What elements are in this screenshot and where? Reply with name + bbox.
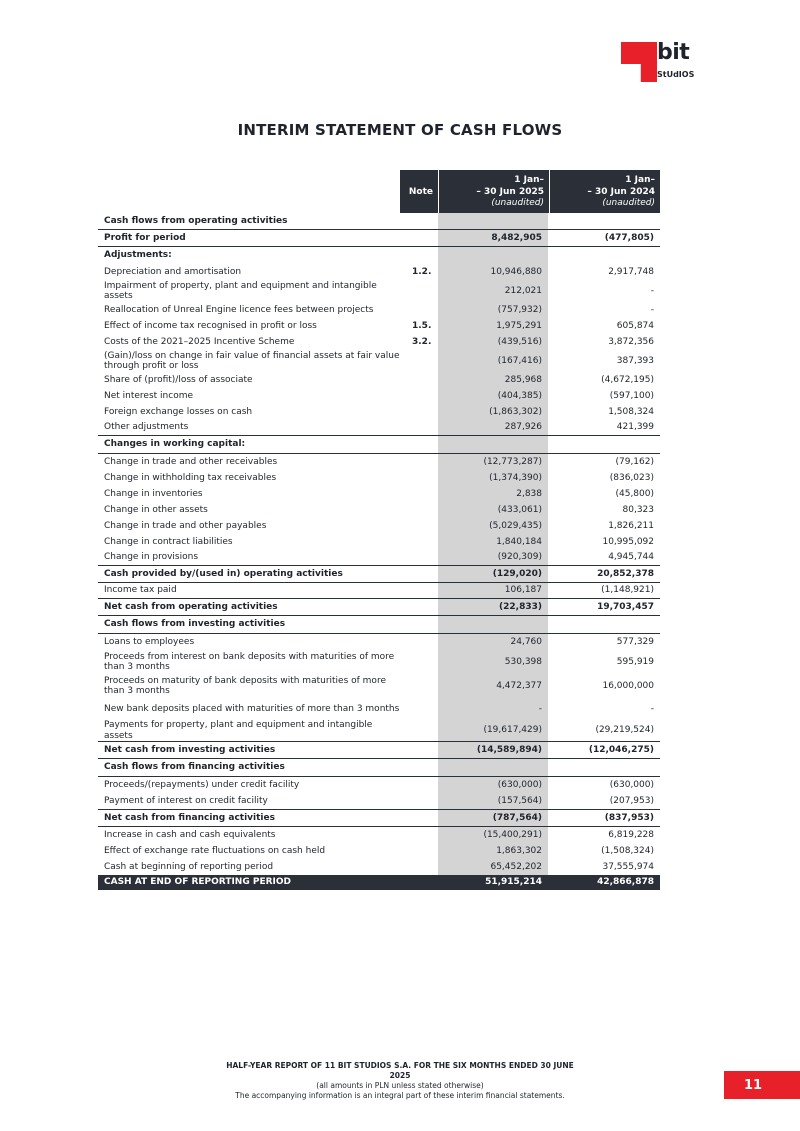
table-row [98, 599, 660, 616]
row-value-2024: 4,945,744 [608, 552, 654, 563]
row-label: Net cash from financing activities [104, 812, 275, 823]
row-value-2025: 2,838 [516, 488, 542, 499]
row-value-2025: (22,833) [499, 601, 542, 612]
row-value-2024: 605,874 [616, 320, 654, 331]
row-value-2025: 1,840,184 [496, 536, 542, 547]
row-value-2024: (207,953) [609, 796, 654, 807]
row-value-2024: (4,672,195) [601, 374, 654, 385]
period-2025-header [438, 170, 549, 213]
table-row [98, 247, 660, 264]
row-value-2025: 1,863,302 [496, 845, 542, 856]
row-value-2025: (757,932) [497, 304, 542, 315]
table-row [98, 742, 660, 759]
row-value-2024: (1,508,324) [601, 845, 654, 856]
row-label: Impairment of property, plant and equipment and intangible assets [104, 280, 377, 301]
cash-flow-table [98, 170, 660, 890]
row-note: 1.2. [412, 266, 432, 277]
row-value-2024: 16,000,000 [602, 680, 654, 691]
note-column-header: Note [400, 170, 438, 213]
row-label: Payments for property, plant and equipment and intangible assets [104, 720, 373, 741]
row-value-2025: 65,452,202 [490, 861, 542, 872]
row-label: Net interest income [104, 390, 194, 401]
table-row [98, 698, 660, 720]
row-value-2025: 212,021 [504, 285, 542, 296]
row-label: CASH AT END OF REPORTING PERIOD [104, 877, 292, 888]
page-title: INTERIM STATEMENT OF CASH FLOWS [237, 121, 563, 139]
row-value-2024: 2,917,748 [608, 266, 654, 277]
table-header [98, 170, 660, 213]
row-value-2024: (477,805) [604, 232, 654, 243]
table-row [98, 777, 660, 794]
row-value-2025: (404,385) [497, 390, 542, 401]
row-label: Share of (profit)/loss of associate [104, 374, 253, 385]
period-2024-audit: (unaudited) [602, 198, 655, 208]
row-value-2024: - [650, 304, 654, 315]
row-value-2025: (630,000) [497, 780, 542, 791]
row-value-2024: 1,508,324 [608, 406, 654, 417]
row-value-2024: 19,703,457 [597, 601, 654, 612]
row-value-2025: (14,589,894) [476, 744, 542, 755]
table-row [98, 720, 660, 742]
row-note: 1.5. [412, 320, 432, 331]
table-row [98, 404, 660, 420]
row-label: Cash flows from investing activities [104, 619, 286, 630]
row-value-2025: (787,564) [492, 812, 542, 823]
row-value-2025: (1,374,390) [489, 472, 542, 483]
row-label: Proceeds on maturity of bank deposits with maturities of more than 3 months [104, 675, 386, 696]
table-row [98, 280, 660, 302]
row-label: Net cash from operating activities [104, 601, 278, 612]
row-value-2025: 10,946,880 [490, 266, 542, 277]
row-value-2024: (630,000) [609, 780, 654, 791]
row-value-2024: 10,995,092 [602, 536, 654, 547]
row-value-2025: - [538, 703, 542, 714]
row-value-2024: 387,393 [616, 355, 654, 366]
row-label: Cash flows from operating activities [104, 215, 288, 226]
row-label: Payment of interest on credit facility [104, 796, 268, 807]
table-row [98, 502, 660, 518]
table-row [98, 518, 660, 534]
row-value-2025: 51,915,214 [485, 877, 542, 888]
table-row [98, 794, 660, 810]
row-label: New bank deposits placed with maturities of more than 3 months [104, 703, 400, 714]
row-label: Change in trade and other payables [104, 520, 267, 531]
table-row [98, 810, 660, 827]
row-value-2025: 1,975,291 [496, 320, 542, 331]
row-value-2024: (79,162) [615, 456, 654, 467]
row-label: Profit for period [104, 232, 186, 243]
row-label: Adjustments: [104, 250, 172, 261]
row-value-2025: (19,617,429) [483, 725, 542, 736]
row-value-2024: (45,800) [615, 488, 654, 499]
row-value-2024: 20,852,378 [597, 568, 654, 579]
row-value-2024: 1,826,211 [608, 520, 654, 531]
footer-report-title: HALF-YEAR REPORT OF 11 BIT STUDIOS S.A. FOR THE SIX MONTHS ENDED 30 JUNE [226, 1061, 574, 1070]
row-value-2025: (129,020) [492, 568, 542, 579]
row-label: Change in trade and other receivables [104, 456, 278, 467]
row-value-2025: (1,863,302) [489, 406, 542, 417]
table-row [98, 534, 660, 550]
row-label: Proceeds/(repayments) under credit facility [104, 780, 300, 791]
table-row [98, 372, 660, 388]
table-row [98, 436, 660, 454]
table-row [98, 230, 660, 247]
table-row [98, 759, 660, 777]
row-value-2024: - [650, 285, 654, 296]
company-logo [621, 42, 695, 86]
table-body [98, 213, 660, 890]
row-label: Effect of income tax recognised in profit or loss [104, 320, 317, 331]
row-label: Income tax paid [104, 585, 177, 596]
table-row [98, 566, 660, 583]
row-label: Other adjustments [104, 422, 189, 433]
row-value-2025: (433,061) [497, 504, 542, 515]
row-label: Reallocation of Unreal Engine licence fees between projects [104, 304, 374, 315]
footer-disclaimer: The accompanying information is an integral part of these interim financial statements. [235, 1091, 565, 1100]
row-note: 3.2. [412, 336, 432, 347]
table-row [98, 302, 660, 318]
period-2024-header [549, 170, 660, 213]
row-label: Cash provided by/(used in) operating activities [104, 568, 343, 579]
row-label: Cash flows from financing activities [104, 762, 285, 773]
period-2025-line1: 1 Jan– [514, 175, 544, 185]
row-value-2025: (157,564) [497, 796, 542, 807]
row-value-2024: (12,046,275) [588, 744, 654, 755]
period-2024-line2: – 30 Jun 2024 [587, 186, 655, 197]
row-value-2025: (5,029,435) [489, 520, 542, 531]
row-value-2024: (597,100) [609, 390, 654, 401]
row-label: Proceeds from interest on bank deposits with maturities of more than 3 months [104, 651, 395, 672]
row-label: Cash at beginning of reporting period [104, 861, 274, 872]
row-value-2025: (15,400,291) [483, 829, 542, 840]
row-value-2024: 80,323 [622, 504, 654, 515]
row-value-2025: 4,472,377 [496, 680, 542, 691]
row-value-2025: 8,482,905 [491, 232, 542, 243]
row-label: Change in contract liabilities [104, 536, 233, 547]
table-row [98, 616, 660, 634]
row-label: Costs of the 2021–2025 Incentive Scheme [104, 336, 295, 347]
table-row [98, 454, 660, 470]
logo-word: bit [657, 40, 690, 65]
table-row [98, 650, 660, 674]
row-value-2025: (439,516) [497, 336, 542, 347]
report-footer [0, 1061, 800, 1101]
table-row [98, 875, 660, 890]
row-value-2024: 6,819,228 [608, 829, 654, 840]
table-row [98, 420, 660, 436]
table-row [98, 550, 660, 566]
table-row [98, 674, 660, 698]
row-value-2024: (29,219,524) [595, 725, 654, 736]
row-value-2024: 577,329 [616, 636, 654, 647]
footer-currency-note: (all amounts in PLN unless stated otherwise) [316, 1081, 484, 1090]
row-value-2024: 37,555,974 [602, 861, 654, 872]
table-row [98, 827, 660, 843]
period-2025-audit: (unaudited) [491, 198, 544, 208]
table-row [98, 318, 660, 334]
logo-mark [621, 42, 657, 82]
table-row [98, 388, 660, 404]
table-row [98, 334, 660, 350]
table-row [98, 583, 660, 599]
row-label: Effect of exchange rate fluctuations on cash held [104, 845, 326, 856]
period-2024-line1: 1 Jan– [625, 175, 655, 185]
row-value-2025: 285,968 [504, 374, 542, 385]
table-row [98, 859, 660, 875]
row-label: Increase in cash and cash equivalents [104, 829, 276, 840]
row-value-2024: (1,148,921) [601, 585, 654, 596]
row-label: (Gain)/loss on change in fair value of financial assets at fair value through profit or loss [104, 350, 400, 371]
row-value-2025: (12,773,287) [483, 456, 542, 467]
row-label: Net cash from investing activities [104, 744, 276, 755]
table-row [98, 213, 660, 230]
row-value-2024: 3,872,356 [608, 336, 654, 347]
row-label: Change in inventories [104, 488, 203, 499]
table-row [98, 486, 660, 502]
row-value-2024: (836,023) [609, 472, 654, 483]
table-row [98, 634, 660, 650]
row-value-2025: 24,760 [510, 636, 542, 647]
table-row [98, 350, 660, 372]
row-value-2025: (167,416) [497, 355, 542, 366]
table-row [98, 843, 660, 859]
row-label: Loans to employees [104, 636, 195, 647]
row-value-2024: 421,399 [616, 422, 654, 433]
row-label: Change in other assets [104, 504, 208, 515]
period-2025-line2: – 30 Jun 2025 [476, 186, 544, 197]
logo-subtext: StUdIOS [657, 70, 695, 79]
row-label: Change in provisions [104, 552, 199, 563]
row-value-2025: (920,309) [497, 552, 542, 563]
row-value-2024: 42,866,878 [597, 877, 654, 888]
table-row [98, 264, 660, 280]
row-label: Depreciation and amortisation [104, 266, 242, 277]
row-label: Changes in working capital: [104, 439, 246, 450]
row-value-2024: - [650, 703, 654, 714]
row-value-2024: (837,953) [604, 812, 654, 823]
row-label: Change in withholding tax receivables [104, 472, 277, 483]
table-row [98, 470, 660, 486]
row-value-2024: 595,919 [616, 656, 654, 667]
footer-report-year: 2025 [389, 1071, 411, 1080]
row-label: Foreign exchange losses on cash [104, 406, 253, 417]
page-number: 11 [724, 1071, 800, 1099]
row-value-2025: 530,398 [504, 656, 542, 667]
row-value-2025: 287,926 [504, 422, 542, 433]
row-value-2025: 106,187 [504, 585, 542, 596]
